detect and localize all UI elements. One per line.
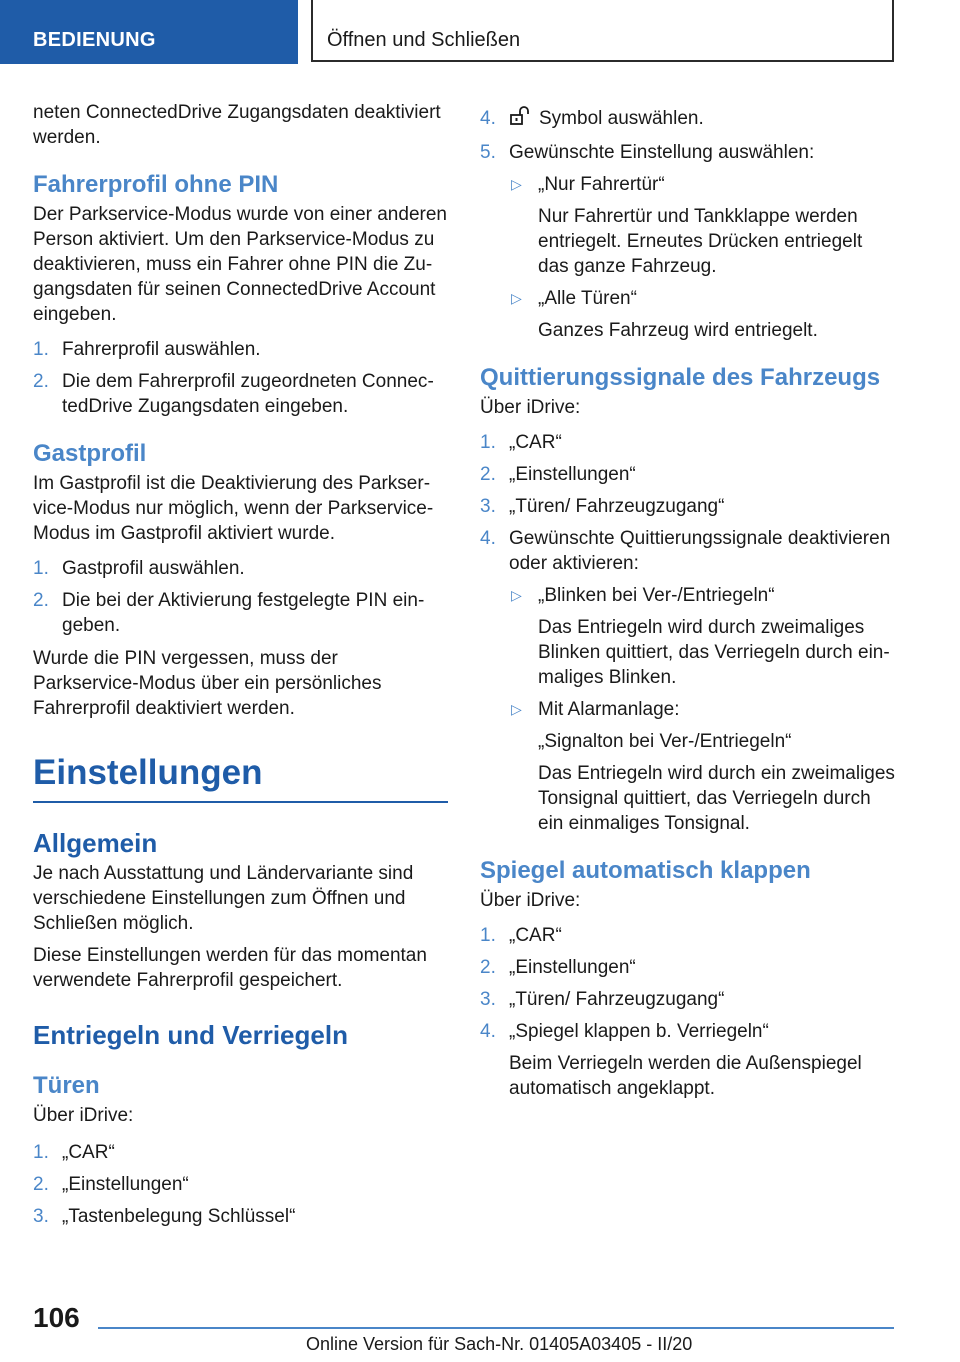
gastprofil-text: Im Gastprofil ist die Deaktivierung des Parkservice-Modus nur möglich, wenn der Parkservice-Modus im Gastprofil aktiviert wurde. xyxy=(33,473,434,544)
list-text: „Einstellungen“ xyxy=(509,464,636,485)
quittierung-steps xyxy=(480,430,898,836)
fahrerprofil-text: Der Parkservice-Modus wurde von einer anderen Person aktiviert. Um den Parkservice-Modus zu deaktivieren, muss ein Fahrer ohne PIN die Zugangsdaten für seinen ConnectedDrive Account eingeben. xyxy=(33,204,447,325)
heading-spiegel: Spiegel automatisch klappen xyxy=(480,857,811,884)
heading-entriegeln: Entriegeln und Verriegeln xyxy=(33,1020,348,1050)
list-text: „Türen/ Fahrzeugzugang“ xyxy=(509,989,725,1010)
list-number: 2. xyxy=(33,1174,49,1195)
header-chapter-label: Öffnen und Schließen xyxy=(327,29,521,51)
option-item xyxy=(509,583,898,690)
unlock-icon xyxy=(509,106,531,133)
list-text: Fahrerprofil auswählen. xyxy=(62,339,261,360)
list-text: Die bei der Aktivierung festgelegte PIN eingeben. xyxy=(62,590,425,636)
header-section-tab xyxy=(0,0,298,64)
list-item xyxy=(480,955,898,980)
list-number: 2. xyxy=(33,590,49,611)
heading-fahrerprofil: Fahrerprofil ohne PIN xyxy=(33,171,279,198)
tueren-steps xyxy=(33,1140,448,1229)
list-number: 1. xyxy=(33,339,49,360)
list-item xyxy=(480,430,898,455)
list-item xyxy=(33,337,448,362)
header-section-label: BEDIENUNG xyxy=(33,29,156,51)
list-number: 4. xyxy=(480,528,496,549)
list-item xyxy=(33,369,448,419)
list-number: 1. xyxy=(33,558,49,579)
intro-paragraph: neten ConnectedDrive Zugangsdaten deaktiviert werden. xyxy=(33,102,441,148)
list-number: 4. xyxy=(480,1021,496,1042)
gastprofil-note: Wurde die PIN vergessen, muss der Parkservice-Modus über ein persönliches Fahrerprofil deaktiviert werden. xyxy=(33,648,382,719)
spiegel-intro: Über iDrive: xyxy=(480,890,581,911)
option-item xyxy=(509,286,898,343)
list-item xyxy=(480,923,898,948)
list-item xyxy=(480,1019,898,1101)
footer-version-text: Online Version für Sach-Nr. 01405A03405 - II/20 xyxy=(306,1334,693,1354)
triangle-bullet-icon: ▷ xyxy=(511,587,522,603)
list-text: „Türen/ Fahrzeugzugang“ xyxy=(509,496,725,517)
list-item xyxy=(33,1204,448,1229)
list-number: 1. xyxy=(33,1142,49,1163)
gastprofil-steps xyxy=(33,556,448,638)
triangle-bullet-icon: ▷ xyxy=(511,701,522,717)
list-number: 5. xyxy=(480,142,496,163)
list-item xyxy=(480,462,898,487)
list-text: Die dem Fahrerprofil zugeordneten ConnectedDrive Zugangsdaten eingeben. xyxy=(62,371,434,417)
left-column xyxy=(33,100,448,1237)
list-text: „Einstellungen“ xyxy=(62,1174,189,1195)
footer-divider xyxy=(98,1327,894,1329)
quittierung-intro: Über iDrive: xyxy=(480,397,581,418)
allgemein-text-1: Je nach Ausstattung und Ländervariante sind verschiedene Einstellungen zum Öffnen und Schließen möglich. xyxy=(33,863,414,934)
option-label: „Alle Türen“ xyxy=(538,288,637,309)
option-item xyxy=(509,697,898,836)
fahrerprofil-steps xyxy=(33,337,448,419)
list-number: 1. xyxy=(480,432,496,453)
list-number: 3. xyxy=(33,1206,49,1227)
heading-einstellungen: Einstellungen xyxy=(33,751,448,803)
list-item xyxy=(480,140,898,343)
triangle-bullet-icon: ▷ xyxy=(511,176,522,192)
tueren-steps-cont xyxy=(480,106,898,343)
option-desc: Das Entriegeln wird durch ein zweimaliges Tonsignal quittiert, das Verriegeln durch ein einmaliges Tonsignal. xyxy=(538,763,895,834)
list-number: 3. xyxy=(480,989,496,1010)
option-item xyxy=(509,172,898,279)
list-number: 2. xyxy=(480,464,496,485)
heading-tueren: Türen xyxy=(33,1072,100,1099)
option-label-2: „Signalton bei Ver-/Entriegeln“ xyxy=(538,731,792,752)
list-item xyxy=(33,1172,448,1197)
list-text: Gastprofil auswählen. xyxy=(62,558,245,579)
option-label: „Blinken bei Ver-/Entriegeln“ xyxy=(538,585,775,606)
triangle-bullet-icon: ▷ xyxy=(511,290,522,306)
allgemein-text-2: Diese Einstellungen werden für das momentan verwendete Fahrerprofil gespeichert. xyxy=(33,945,427,991)
page-number: 106 xyxy=(33,1302,80,1333)
list-item xyxy=(480,106,898,133)
list-item xyxy=(480,526,898,836)
right-column xyxy=(480,100,898,1109)
list-text: „CAR“ xyxy=(509,432,562,453)
list-item xyxy=(33,588,448,638)
list-text: „Tastenbelegung Schlüssel“ xyxy=(62,1206,296,1227)
list-number: 4. xyxy=(480,108,496,129)
list-number: 2. xyxy=(480,957,496,978)
list-text: Gewünschte Quittierungssignale deaktivieren oder aktivieren: xyxy=(509,528,891,574)
option-label: „Nur Fahrertür“ xyxy=(538,174,665,195)
spiegel-note: Beim Verriegeln werden die Außenspiegel automatisch angeklappt. xyxy=(509,1053,862,1099)
list-text: Symbol auswählen. xyxy=(539,108,704,129)
header-chapter-tab xyxy=(311,0,894,62)
list-item xyxy=(480,494,898,519)
list-number: 3. xyxy=(480,496,496,517)
option-desc: Das Entriegeln wird durch zweimaliges Blinken quittiert, das Verriegeln durch einmaliges Blinken. xyxy=(538,617,890,688)
heading-gastprofil: Gastprofil xyxy=(33,440,147,467)
list-text: „CAR“ xyxy=(62,1142,115,1163)
list-text: „Spiegel klappen b. Verriegeln“ xyxy=(509,1021,769,1042)
spiegel-steps xyxy=(480,923,898,1101)
list-text: „Einstellungen“ xyxy=(509,957,636,978)
tueren-intro: Über iDrive: xyxy=(33,1105,134,1126)
heading-quittierung: Quittierungssignale des Fahrzeugs xyxy=(480,364,881,391)
list-item xyxy=(480,987,898,1012)
option-desc: Nur Fahrertür und Tankklappe werden entriegelt. Erneutes Drücken entriegelt das ganze Fahrzeug. xyxy=(538,206,863,277)
list-item xyxy=(33,556,448,581)
list-number: 2. xyxy=(33,371,49,392)
option-desc: Ganzes Fahrzeug wird entriegelt. xyxy=(538,320,818,341)
list-number: 1. xyxy=(480,925,496,946)
list-item xyxy=(33,1140,448,1165)
list-text: Gewünschte Einstellung auswählen: xyxy=(509,142,815,163)
heading-allgemein: Allgemein xyxy=(33,828,158,858)
list-text: „CAR“ xyxy=(509,925,562,946)
option-label: Mit Alarmanlage: xyxy=(538,699,680,720)
